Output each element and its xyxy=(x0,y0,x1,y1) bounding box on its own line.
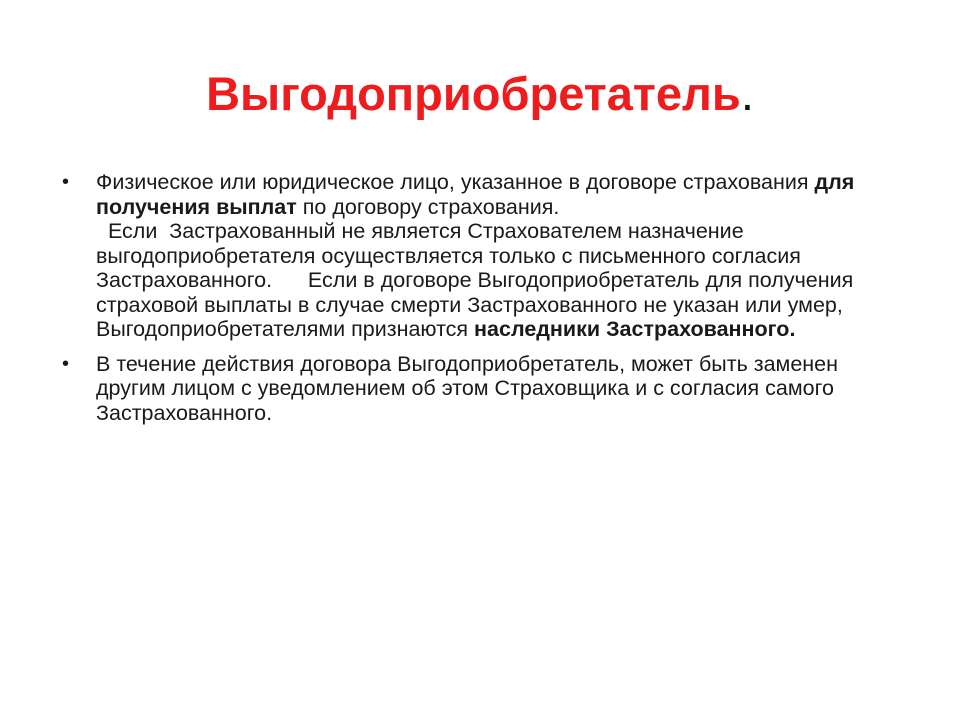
bullet-1-text-a: Физическое или юридическое лицо, указанное в договоре страхования xyxy=(96,170,815,194)
bullet-1-text-b: по договору страхования. xyxy=(296,194,560,219)
bullet-1-text-c: Если Застрахованный не является Страхователем назначение выгодоприобретателя осуществляется только с письменного согласия Застрахованного. xyxy=(96,219,807,292)
slide-title-dot: . xyxy=(740,67,754,120)
slide-title-text: Выгодоприобретатель xyxy=(206,67,741,120)
bullet-text-1 xyxy=(96,170,902,342)
bullet-text-2 xyxy=(96,352,902,426)
bullet-2-text: В течение действия договора Выгодоприобретатель, может быть заменен другим лицом с уведомлением об этом Страховщика и с согласия самого Застрахованного. xyxy=(96,351,839,425)
bullet-1-text-d: Если в договоре Выгодоприобретатель для получения страховой выплаты в случае смерти Застрахованного не указан или умер, Выгодоприобретателями признаются xyxy=(96,268,860,341)
bullet-item-2 xyxy=(62,352,902,426)
bullet-marker: • xyxy=(62,352,70,375)
bullet-marker: • xyxy=(62,171,70,193)
slide-title xyxy=(0,58,960,130)
bullet-1-bold-payout: для получения выплат xyxy=(96,170,855,219)
bullet-1-bold-heirs: наследники Застрахованного. xyxy=(474,317,796,341)
bullet-item-1 xyxy=(62,170,902,342)
bullet-list xyxy=(62,170,902,435)
